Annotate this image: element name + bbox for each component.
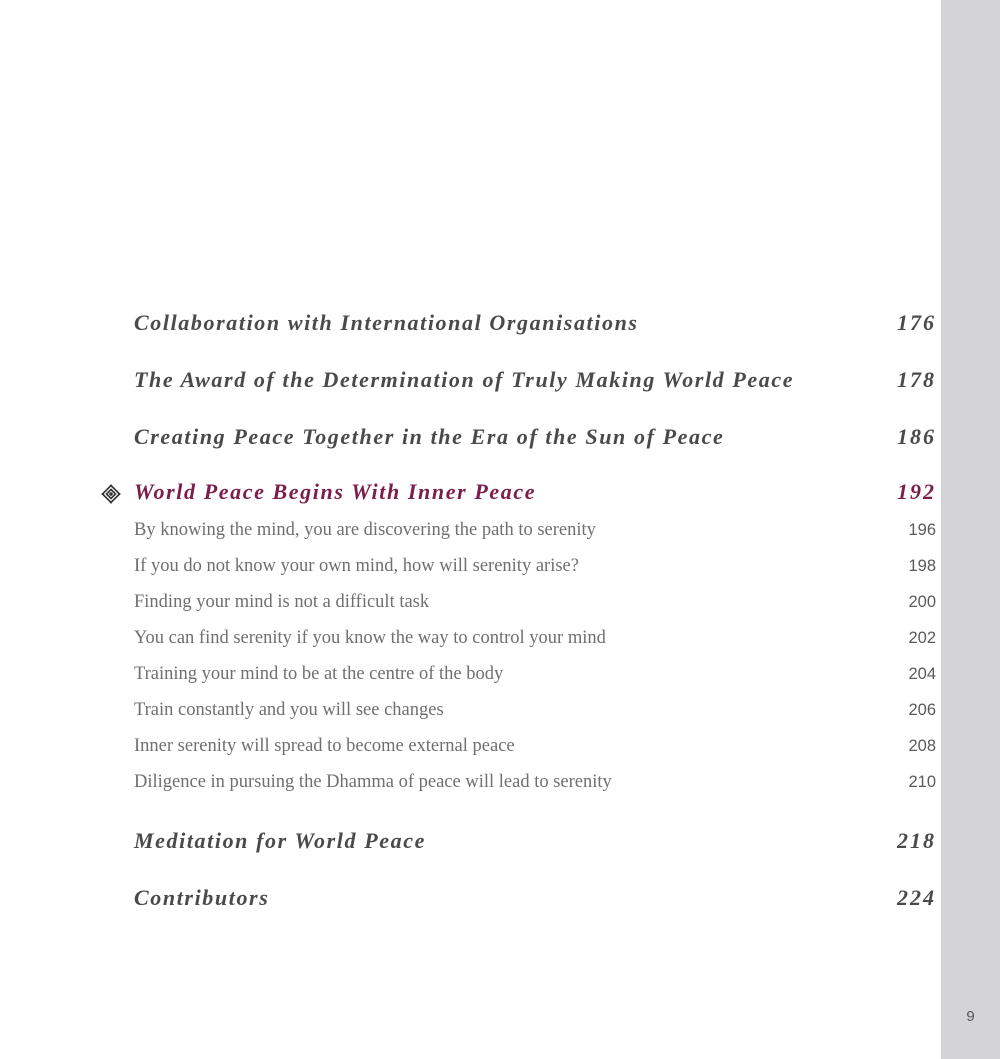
toc-subentry[interactable]	[134, 664, 936, 685]
toc-entry-title: Contributors	[134, 885, 270, 910]
toc-subentry[interactable]	[134, 556, 936, 577]
toc-entry-page: 224	[897, 885, 936, 910]
toc-subentry-page: 204	[908, 665, 936, 683]
toc-entry-title: Meditation for World Peace	[134, 828, 426, 853]
toc-subentry[interactable]	[134, 736, 936, 757]
page-number: 9	[966, 1008, 975, 1025]
toc-entry-active[interactable]	[134, 479, 936, 505]
toc-subentry-page: 200	[908, 593, 936, 611]
toc-subentry-title: Diligence in pursuing the Dhamma of peace will lead to serenity	[134, 772, 612, 792]
toc-entry-page: 218	[897, 828, 936, 853]
toc-entry-title: The Award of the Determination of Truly Making World Peace	[134, 367, 795, 392]
toc-entry-title: Collaboration with International Organisations	[134, 310, 639, 335]
toc-subentry-title: Finding your mind is not a difficult task	[134, 592, 430, 612]
toc-entry-title: World Peace Begins With Inner Peace	[134, 479, 537, 504]
diamond-ornament-icon	[101, 484, 121, 504]
toc-subentry-page: 206	[908, 701, 936, 719]
toc-entry-page: 186	[897, 424, 936, 449]
toc-subentry-title: By knowing the mind, you are discovering the path to serenity	[134, 520, 596, 540]
toc-entry[interactable]	[134, 424, 936, 450]
toc-subentry-page: 198	[908, 557, 936, 575]
toc-subentry-page: 202	[908, 629, 936, 647]
toc-subentry[interactable]	[134, 520, 936, 541]
toc-entry[interactable]	[134, 828, 936, 854]
toc-subentry-title: If you do not know your own mind, how will serenity arise?	[134, 556, 579, 576]
toc-subentry-page: 210	[908, 773, 936, 791]
toc-subentry-title: You can find serenity if you know the way to control your mind	[134, 628, 606, 648]
toc-subentry[interactable]	[134, 592, 936, 613]
toc-entry[interactable]	[134, 885, 936, 911]
toc-entry[interactable]	[134, 367, 936, 393]
toc-subentry-page: 208	[908, 737, 936, 755]
toc-entry-page: 178	[897, 367, 936, 392]
toc-entry-page: 176	[897, 310, 936, 335]
toc-entry[interactable]	[134, 310, 936, 336]
toc-subentry-title: Inner serenity will spread to become external peace	[134, 736, 515, 756]
toc-subentry[interactable]	[134, 700, 936, 721]
toc-subentry[interactable]	[134, 772, 936, 793]
side-margin-strip	[941, 0, 1000, 1059]
toc-entry-page: 192	[897, 479, 936, 504]
toc-subentry-title: Training your mind to be at the centre of the body	[134, 664, 504, 684]
toc-subentry-title: Train constantly and you will see changes	[134, 700, 444, 720]
toc-entry-title: Creating Peace Together in the Era of the Sun of Peace	[134, 424, 725, 449]
toc-subentry-page: 196	[908, 521, 936, 539]
toc-subentry[interactable]	[134, 628, 936, 649]
